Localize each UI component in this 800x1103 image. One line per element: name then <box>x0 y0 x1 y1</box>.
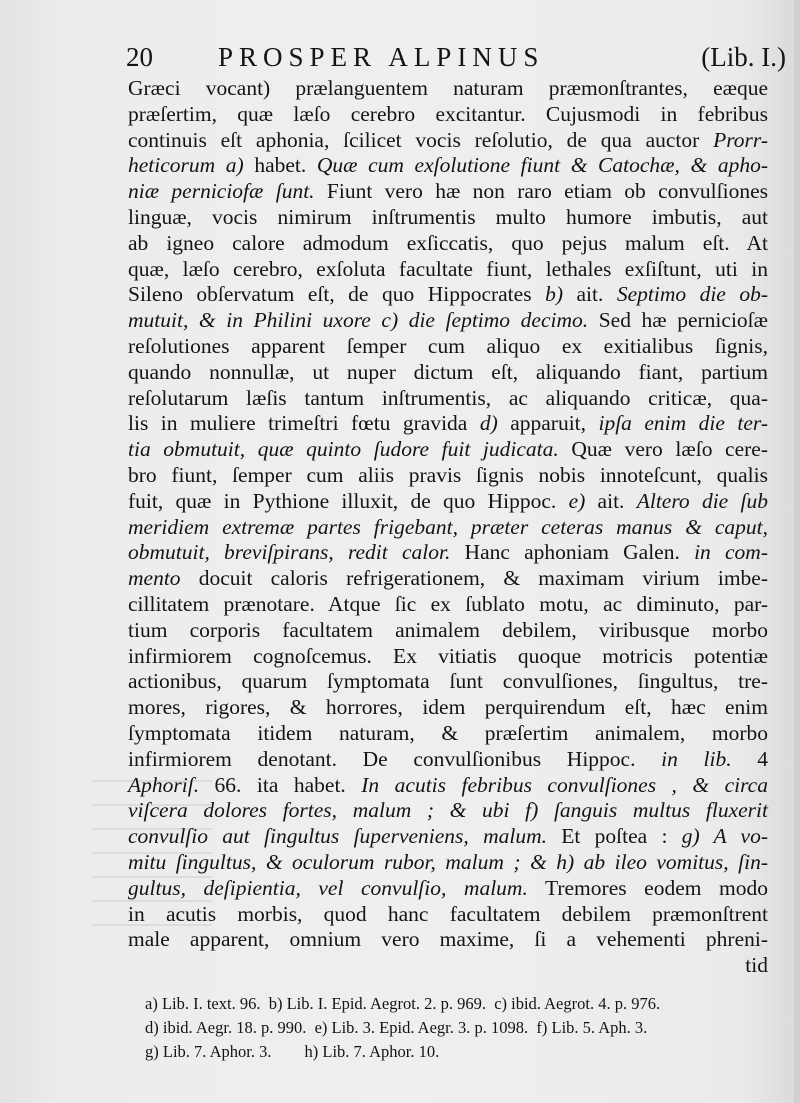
italic-quote: meridiem extremæ partes frigebant, præter ceteras manus & caput, <box>128 514 768 539</box>
italic-quote: Aphoriſ. <box>128 772 200 797</box>
text-segment: tid <box>745 953 768 978</box>
italic-quote: d) <box>479 411 498 436</box>
text-segment: quæ, læſo cerebro, exſoluta facultate fiunt, lethales exſiſtunt, uti in <box>128 256 768 281</box>
running-title: PROSPER ALPINUS <box>218 42 545 72</box>
text-segment: quando nonnullæ, ut nuper dictum eſt, aliquando fiant, partium <box>128 359 768 384</box>
text-line <box>128 386 768 412</box>
text-line <box>128 876 768 902</box>
text-segment: bro fiunt, ſemper cum aliis pravis ſignis nobis innoteſcunt, qualis <box>128 462 768 487</box>
text-line <box>128 540 768 566</box>
text-line <box>128 669 768 695</box>
text-line <box>128 411 768 437</box>
text-line <box>128 205 768 231</box>
text-segment: præſertim, quæ læſo cerebro excitantur. Cujusmodi in febribus <box>128 101 768 126</box>
text-line <box>128 902 768 928</box>
text-line <box>128 798 768 824</box>
footnotes <box>145 992 775 1064</box>
text-line <box>128 257 768 283</box>
footnote-line <box>145 992 775 1016</box>
text-line <box>128 850 768 876</box>
italic-quote: gultus, deſipientia, vel convulſio, malum. <box>128 875 528 900</box>
text-segment: Sed hæ pernicioſæ <box>588 308 768 333</box>
text-line <box>128 463 768 489</box>
footnote-text: a) Lib. I. text. 96. b) Lib. I. Epid. Aegrot. 2. p. 969. c) ibid. Aegrot. 4. p. 976. <box>145 994 661 1013</box>
text-line <box>128 695 768 721</box>
text-segment: ait. <box>562 282 617 307</box>
text-segment: habet. <box>243 153 317 178</box>
text-segment: actionibus, quarum ſymptomata ſunt convulſiones, ſingultus, tre- <box>128 669 768 694</box>
page-number: 20 <box>126 42 153 72</box>
text-segment: docuit caloris refrigerationem, & maximam virium imbe- <box>180 566 768 591</box>
text-line <box>128 927 768 953</box>
text-line <box>128 953 768 979</box>
italic-quote: mitu ſingultus, & oculorum rubor, malum ; & h) ab ileo vomitus, ſin- <box>128 849 768 874</box>
italic-quote: e) <box>568 488 586 513</box>
text-segment: Tremores eodem modo <box>527 875 768 900</box>
text-segment: 4 <box>731 746 769 771</box>
text-line <box>128 179 768 205</box>
text-line <box>128 308 768 334</box>
text-segment: apparuit, <box>497 411 599 436</box>
text-segment: ab igneo calore admodum exſiccatis, quo pejus malum eſt. At <box>128 230 768 255</box>
footnote-line <box>145 1040 775 1064</box>
footnote-text: d) ibid. Aegr. 18. p. 990. e) Lib. 3. Epid. Aegr. 3. p. 1098. f) Lib. 5. Aph. 3. <box>145 1018 648 1037</box>
italic-quote: mento <box>128 566 181 591</box>
text-line <box>128 566 768 592</box>
footnote-text: g) Lib. 7. Aphor. 3. h) Lib. 7. Aphor. 10. <box>145 1042 440 1061</box>
text-segment: reſolutiones apparent ſemper cum aliquo ex exitialibus ſignis, <box>128 333 768 358</box>
italic-quote: mutuit, & in Philini uxore c) die ſeptimo decimo. <box>128 308 589 333</box>
italic-quote: heticorum a) <box>128 153 244 178</box>
italic-quote: g) A vo- <box>681 824 768 849</box>
italic-quote: in lib. <box>661 746 732 771</box>
text-segment: ſymptomata itidem naturam, & præſertim animalem, morbo <box>128 720 768 745</box>
text-line <box>128 489 768 515</box>
text-line <box>128 515 768 541</box>
text-line <box>128 747 768 773</box>
text-line <box>128 153 768 179</box>
text-segment: Et poſtea : <box>546 824 682 849</box>
text-line <box>128 334 768 360</box>
text-segment: lis in muliere trimeſtri fœtu gravida <box>128 411 480 436</box>
italic-quote: viſcera dolores fortes, malum ; & ubi f) ſanguis multus fluxerit <box>128 798 768 823</box>
text-segment: in acutis morbis, quod hanc facultatem debilem præmonſtrent <box>128 901 768 926</box>
italic-quote: In acutis febribus convulſiones , & circa <box>361 772 768 797</box>
italic-quote: obmutuit, breviſpirans, redit calor. <box>128 540 451 565</box>
book-section: (Lib. I.) <box>701 42 786 72</box>
text-segment: 66. ita habet. <box>199 772 362 797</box>
italic-quote: in com- <box>694 540 768 565</box>
text-line <box>128 282 768 308</box>
page-edge-shadow <box>794 0 800 1103</box>
italic-quote: Quæ cum exſolutione fiunt & Catochæ, & apho- <box>316 153 768 178</box>
text-line <box>128 592 768 618</box>
text-segment: Fiunt vero hæ non raro etiam ob convulſiones <box>314 179 768 204</box>
text-segment: infirmiorem denotant. De convulſionibus Hippoc. <box>128 746 662 771</box>
italic-quote: niæ perniciofæ ſunt. <box>128 179 315 204</box>
text-segment: mores, rigores, & horrores, idem perquirendum eſt, hæc enim <box>128 695 768 720</box>
text-line <box>128 437 768 463</box>
text-segment: Sileno obſervatum eſt, de quo Hippocrates <box>128 282 546 307</box>
text-line <box>128 618 768 644</box>
text-segment: Hanc aphoniam Galen. <box>450 540 695 565</box>
text-segment: cillitatem prænotare. Atque ſic ex ſublato motu, ac diminuto, par- <box>128 591 768 616</box>
running-header <box>126 42 786 78</box>
text-segment: infirmiorem cognoſcemus. Ex vitiatis quoque motricis potentiæ <box>128 643 768 668</box>
italic-quote: ipſa enim die ter- <box>598 411 768 436</box>
text-line <box>128 102 768 128</box>
body-text <box>128 76 768 979</box>
italic-quote: b) <box>545 282 563 307</box>
text-segment: Quæ vero læſo cere- <box>558 437 768 462</box>
italic-quote: convulſio aut ſingultus ſuperveniens, malum. <box>128 824 547 849</box>
italic-quote: Septimo die ob- <box>616 282 768 307</box>
italic-quote: Altero die ſub <box>636 488 768 513</box>
text-segment: tium corporis facultatem animalem debilem, viribusque morbo <box>128 617 768 642</box>
text-line <box>128 644 768 670</box>
text-line <box>128 824 768 850</box>
text-segment: Græci vocant) prælanguentem naturam præmonſtrantes, eæque <box>128 76 768 100</box>
text-segment: fuit, quæ in Pythione illuxit, de quo Hippoc. <box>128 488 569 513</box>
text-line <box>128 76 768 102</box>
text-line <box>128 231 768 257</box>
text-segment: continuis eſt aphonia, ſcilicet vocis reſolutio, de qua auctor <box>128 127 714 152</box>
text-line <box>128 773 768 799</box>
text-line <box>128 360 768 386</box>
text-segment: linguæ, vocis nimirum inſtrumentis multo humore imbutis, aut <box>128 204 768 229</box>
text-segment: male apparent, omnium vero maxime, ſi a vehementi phreni- <box>128 927 768 952</box>
italic-quote: tia obmutuit, quæ quinto ſudore fuit judicata. <box>128 437 559 462</box>
italic-quote: Prorr- <box>713 127 768 152</box>
text-segment: reſolutarum læſis tantum inſtrumentis, ac aliquando criticæ, qua- <box>128 385 768 410</box>
text-line <box>128 128 768 154</box>
footnote-line <box>145 1016 775 1040</box>
text-segment: ait. <box>585 488 637 513</box>
text-line <box>128 721 768 747</box>
